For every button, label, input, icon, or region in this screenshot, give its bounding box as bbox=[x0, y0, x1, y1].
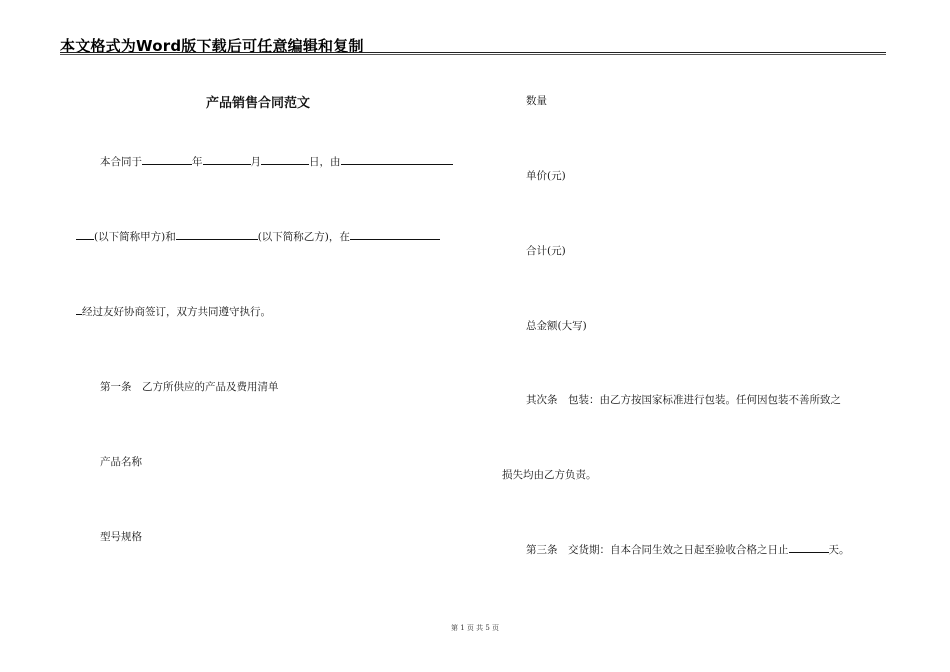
total-upper-label: 总金额(大写) bbox=[526, 320, 587, 332]
year-blank bbox=[142, 154, 192, 165]
signing-line bbox=[76, 304, 271, 319]
header-rule-secondary bbox=[60, 54, 886, 55]
party-b-text: (以下简称乙方)，在 bbox=[257, 231, 350, 243]
article-1: 第一条 乙方所供应的产品及费用清单 bbox=[100, 381, 279, 393]
document-title: 产品销售合同范文 bbox=[206, 96, 311, 111]
article-2-line-2: 损失均由乙方负责。 bbox=[502, 469, 597, 481]
unit-price-label: 单价(元) bbox=[526, 170, 566, 182]
location-blank bbox=[350, 229, 440, 240]
document-header: 本文格式为Word版下载后可任意编辑和复制 bbox=[60, 37, 364, 55]
contract-date-line bbox=[100, 154, 453, 169]
day-blank bbox=[261, 154, 309, 165]
header-rule bbox=[60, 52, 886, 53]
quantity-label: 数量 bbox=[526, 95, 547, 107]
party-a-blank bbox=[341, 154, 453, 165]
signing-text: 经过友好协商签订，双方共同遵守执行。 bbox=[82, 306, 271, 318]
day-label: 日，由 bbox=[309, 156, 341, 168]
delivery-days-blank bbox=[789, 542, 829, 553]
days-label: 天。 bbox=[828, 544, 850, 556]
subtotal-label: 合计(元) bbox=[526, 245, 566, 257]
article-3-line bbox=[526, 542, 850, 557]
product-name-label: 产品名称 bbox=[100, 456, 142, 468]
article-2-line-1: 其次条 包装：由乙方按国家标准进行包装。任何因包装不善所致之 bbox=[526, 394, 841, 406]
party-a-blank-cont bbox=[76, 229, 94, 240]
date-intro-text: 本合同于 bbox=[100, 156, 142, 168]
party-a-text: (以下简称甲方)和 bbox=[94, 231, 176, 243]
article-3-text: 第三条 交货期：自本合同生效之日起至验收合格之日止 bbox=[526, 544, 789, 556]
month-label: 月 bbox=[250, 156, 261, 168]
model-spec-label: 型号规格 bbox=[100, 531, 142, 543]
party-b-blank bbox=[176, 229, 258, 240]
page-footer: 第 1 页 共 5 页 bbox=[450, 624, 500, 632]
month-blank bbox=[203, 154, 251, 165]
year-label: 年 bbox=[192, 156, 203, 168]
parties-line bbox=[76, 229, 440, 244]
